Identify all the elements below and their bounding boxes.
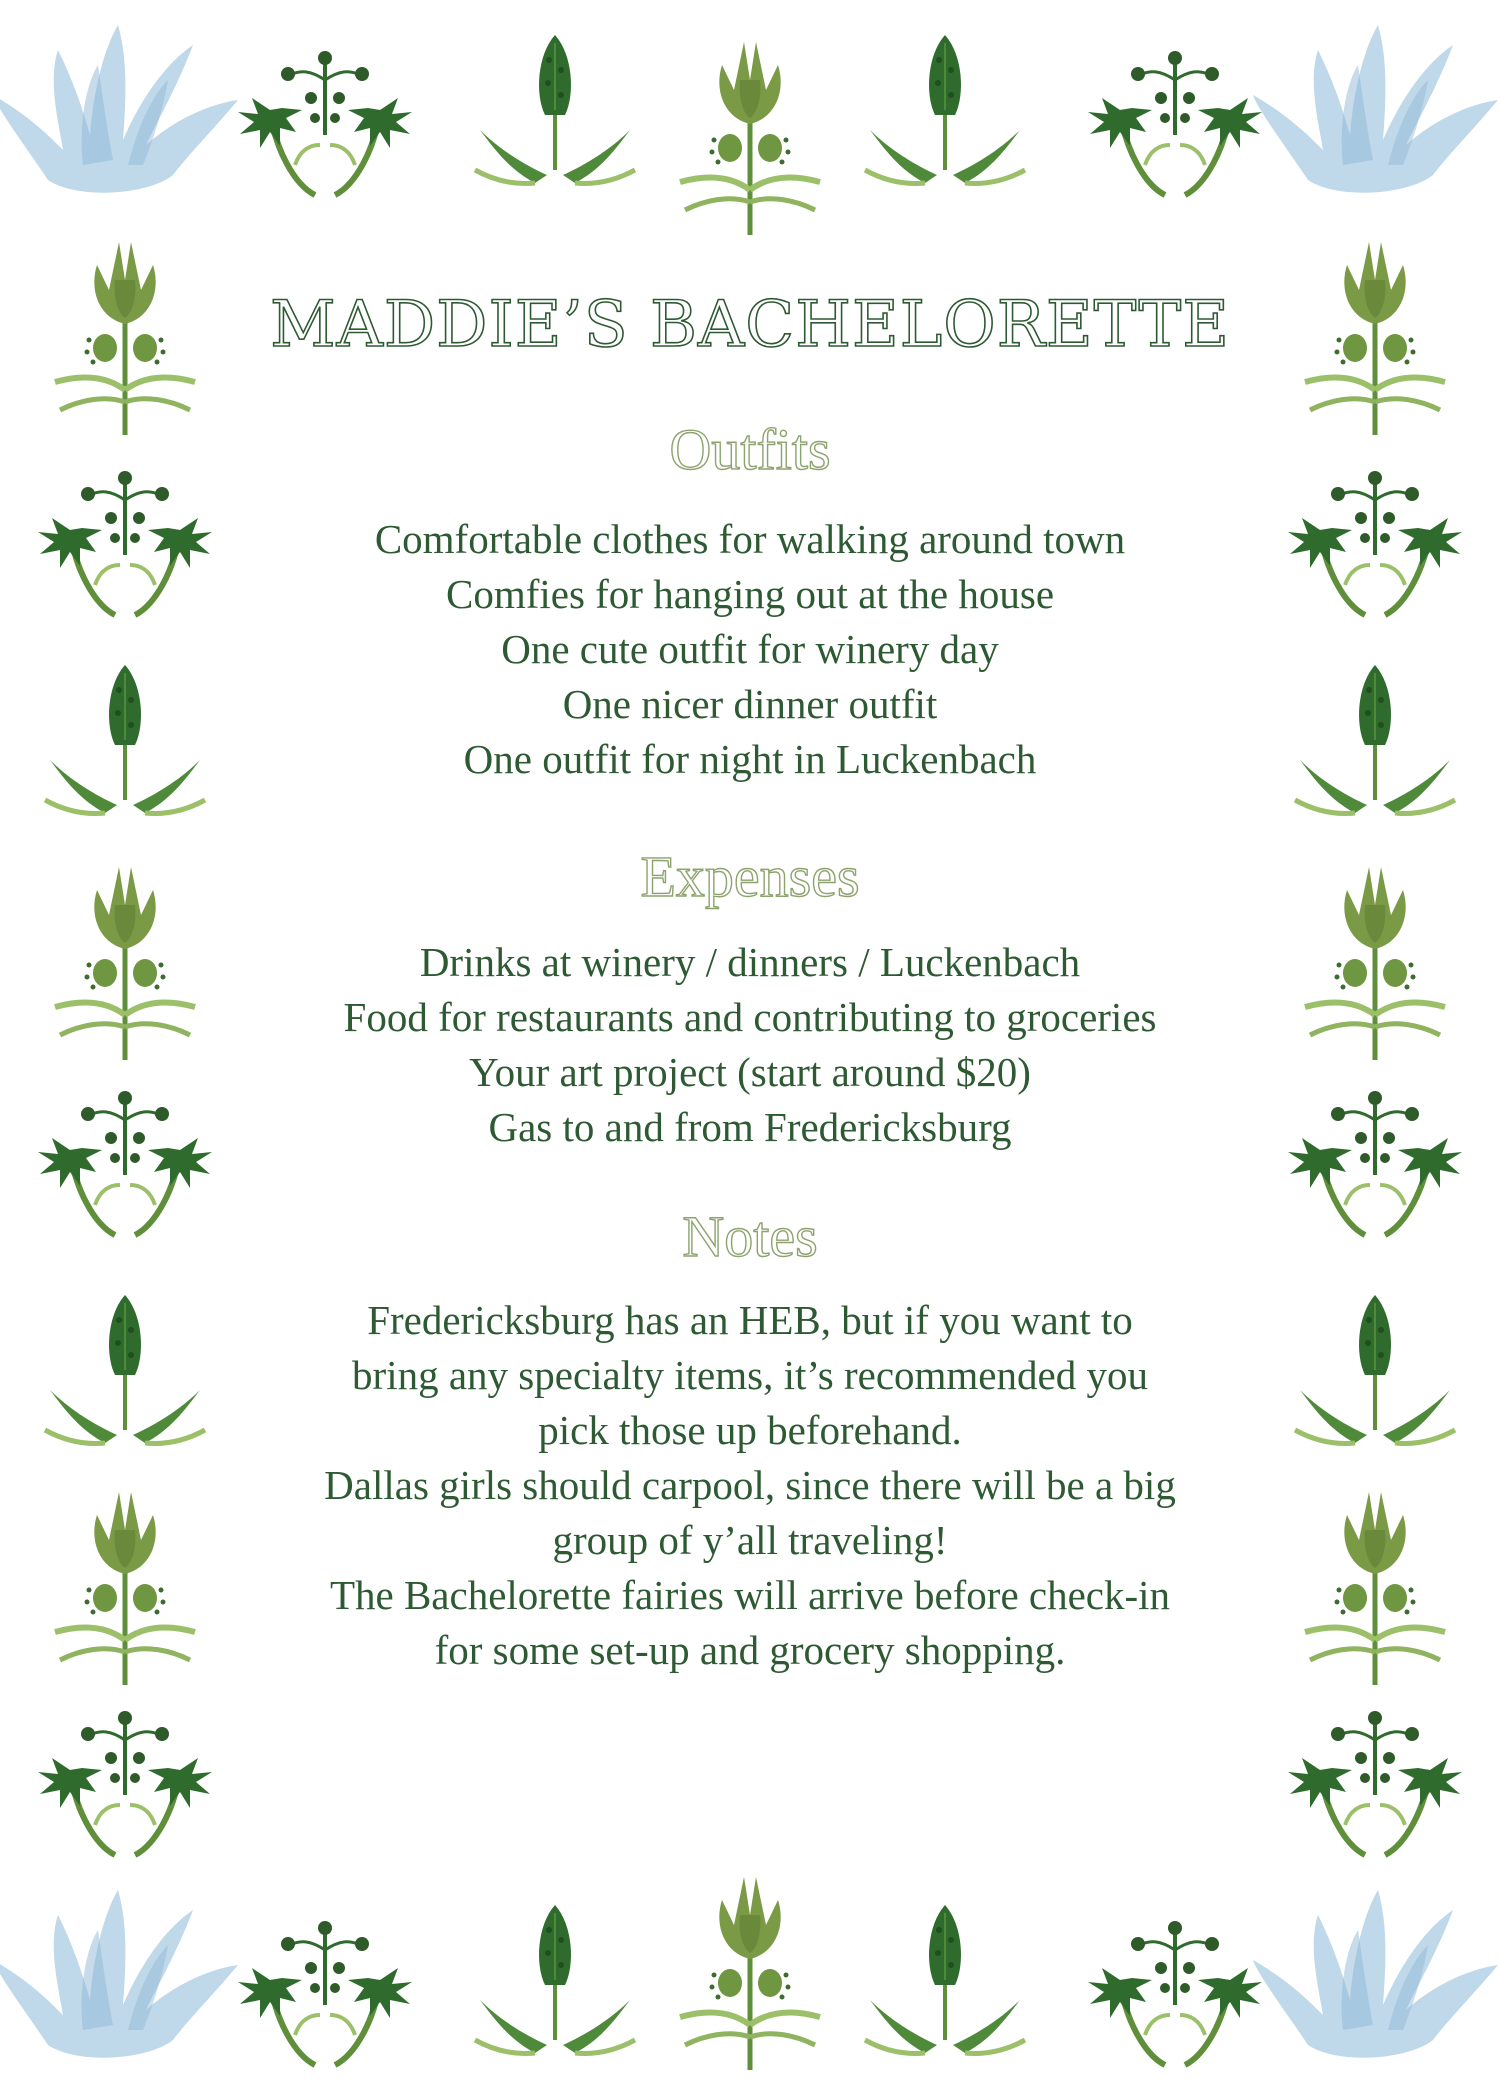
- watercolor-berry-sprig-icon: [1288, 1711, 1462, 1855]
- watercolor-fern-bud-icon: [475, 35, 635, 183]
- watercolor-tulip-icon: [55, 242, 195, 435]
- notes-line: Dallas girls should carpool, since there will be a big: [324, 1461, 1176, 1508]
- watercolor-berry-sprig-icon: [1288, 1091, 1462, 1235]
- watercolor-blue-agave-icon: [0, 25, 238, 193]
- outfits-list: [230, 512, 1270, 787]
- watercolor-berry-sprig-icon: [238, 51, 412, 195]
- watercolor-berry-sprig-icon: [38, 1711, 212, 1855]
- watercolor-tulip-icon: [55, 1492, 195, 1685]
- watercolor-berry-sprig-icon: [1288, 471, 1462, 615]
- watercolor-fern-bud-icon: [45, 665, 205, 813]
- watercolor-tulip-icon: [680, 1877, 820, 2070]
- watercolor-tulip-icon: [1305, 1492, 1445, 1685]
- notes-line: Fredericksburg has an HEB, but if you want to: [367, 1296, 1133, 1343]
- list-item: One nicer dinner outfit: [562, 681, 938, 728]
- list-item: Drinks at winery / dinners / Luckenbach: [419, 938, 1081, 985]
- list-item: Gas to and from Fredericksburg: [488, 1103, 1012, 1150]
- watercolor-blue-agave-icon: [1253, 25, 1498, 193]
- expenses-list: [230, 935, 1270, 1155]
- notes-line: for some set-up and grocery shopping.: [434, 1626, 1066, 1673]
- watercolor-tulip-icon: [1305, 242, 1445, 435]
- notes-heading: Notes: [682, 1203, 818, 1269]
- expenses-heading: Expenses: [640, 844, 860, 910]
- watercolor-berry-sprig-icon: [38, 471, 212, 615]
- list-item: Food for restaurants and contributing to groceries: [343, 993, 1157, 1040]
- list-item: Comfies for hanging out at the house: [445, 571, 1055, 618]
- watercolor-fern-bud-icon: [475, 1905, 635, 2053]
- watercolor-fern-bud-icon: [865, 35, 1025, 183]
- outfits-heading: Outfits: [669, 417, 831, 483]
- watercolor-berry-sprig-icon: [238, 1921, 412, 2065]
- watercolor-tulip-icon: [55, 867, 195, 1060]
- list-item: One cute outfit for winery day: [501, 626, 999, 673]
- watercolor-blue-agave-icon: [1253, 1890, 1498, 2058]
- notes-line: bring any specialty items, it’s recommended you: [352, 1351, 1148, 1398]
- notes-line: pick those up beforehand.: [538, 1406, 962, 1453]
- notes-line: group of y’all traveling!: [552, 1516, 948, 1563]
- page-title: MADDIE’S BACHELORETTE: [270, 288, 1230, 362]
- invitation-content: [230, 290, 1270, 1678]
- notes-line: The Bachelorette fairies will arrive before check-in: [329, 1571, 1171, 1618]
- watercolor-berry-sprig-icon: [1088, 51, 1262, 195]
- list-item: Comfortable clothes for walking around town: [374, 516, 1126, 563]
- watercolor-tulip-icon: [680, 42, 820, 235]
- watercolor-fern-bud-icon: [1295, 665, 1455, 813]
- watercolor-tulip-icon: [1305, 867, 1445, 1060]
- watercolor-blue-agave-icon: [0, 1890, 238, 2058]
- list-item: Your art project (start around $20): [469, 1048, 1031, 1095]
- watercolor-fern-bud-icon: [45, 1295, 205, 1443]
- watercolor-berry-sprig-icon: [38, 1091, 212, 1235]
- list-item: One outfit for night in Luckenbach: [463, 736, 1037, 783]
- notes-paragraph: [230, 1293, 1270, 1678]
- watercolor-fern-bud-icon: [865, 1905, 1025, 2053]
- watercolor-fern-bud-icon: [1295, 1295, 1455, 1443]
- watercolor-berry-sprig-icon: [1088, 1921, 1262, 2065]
